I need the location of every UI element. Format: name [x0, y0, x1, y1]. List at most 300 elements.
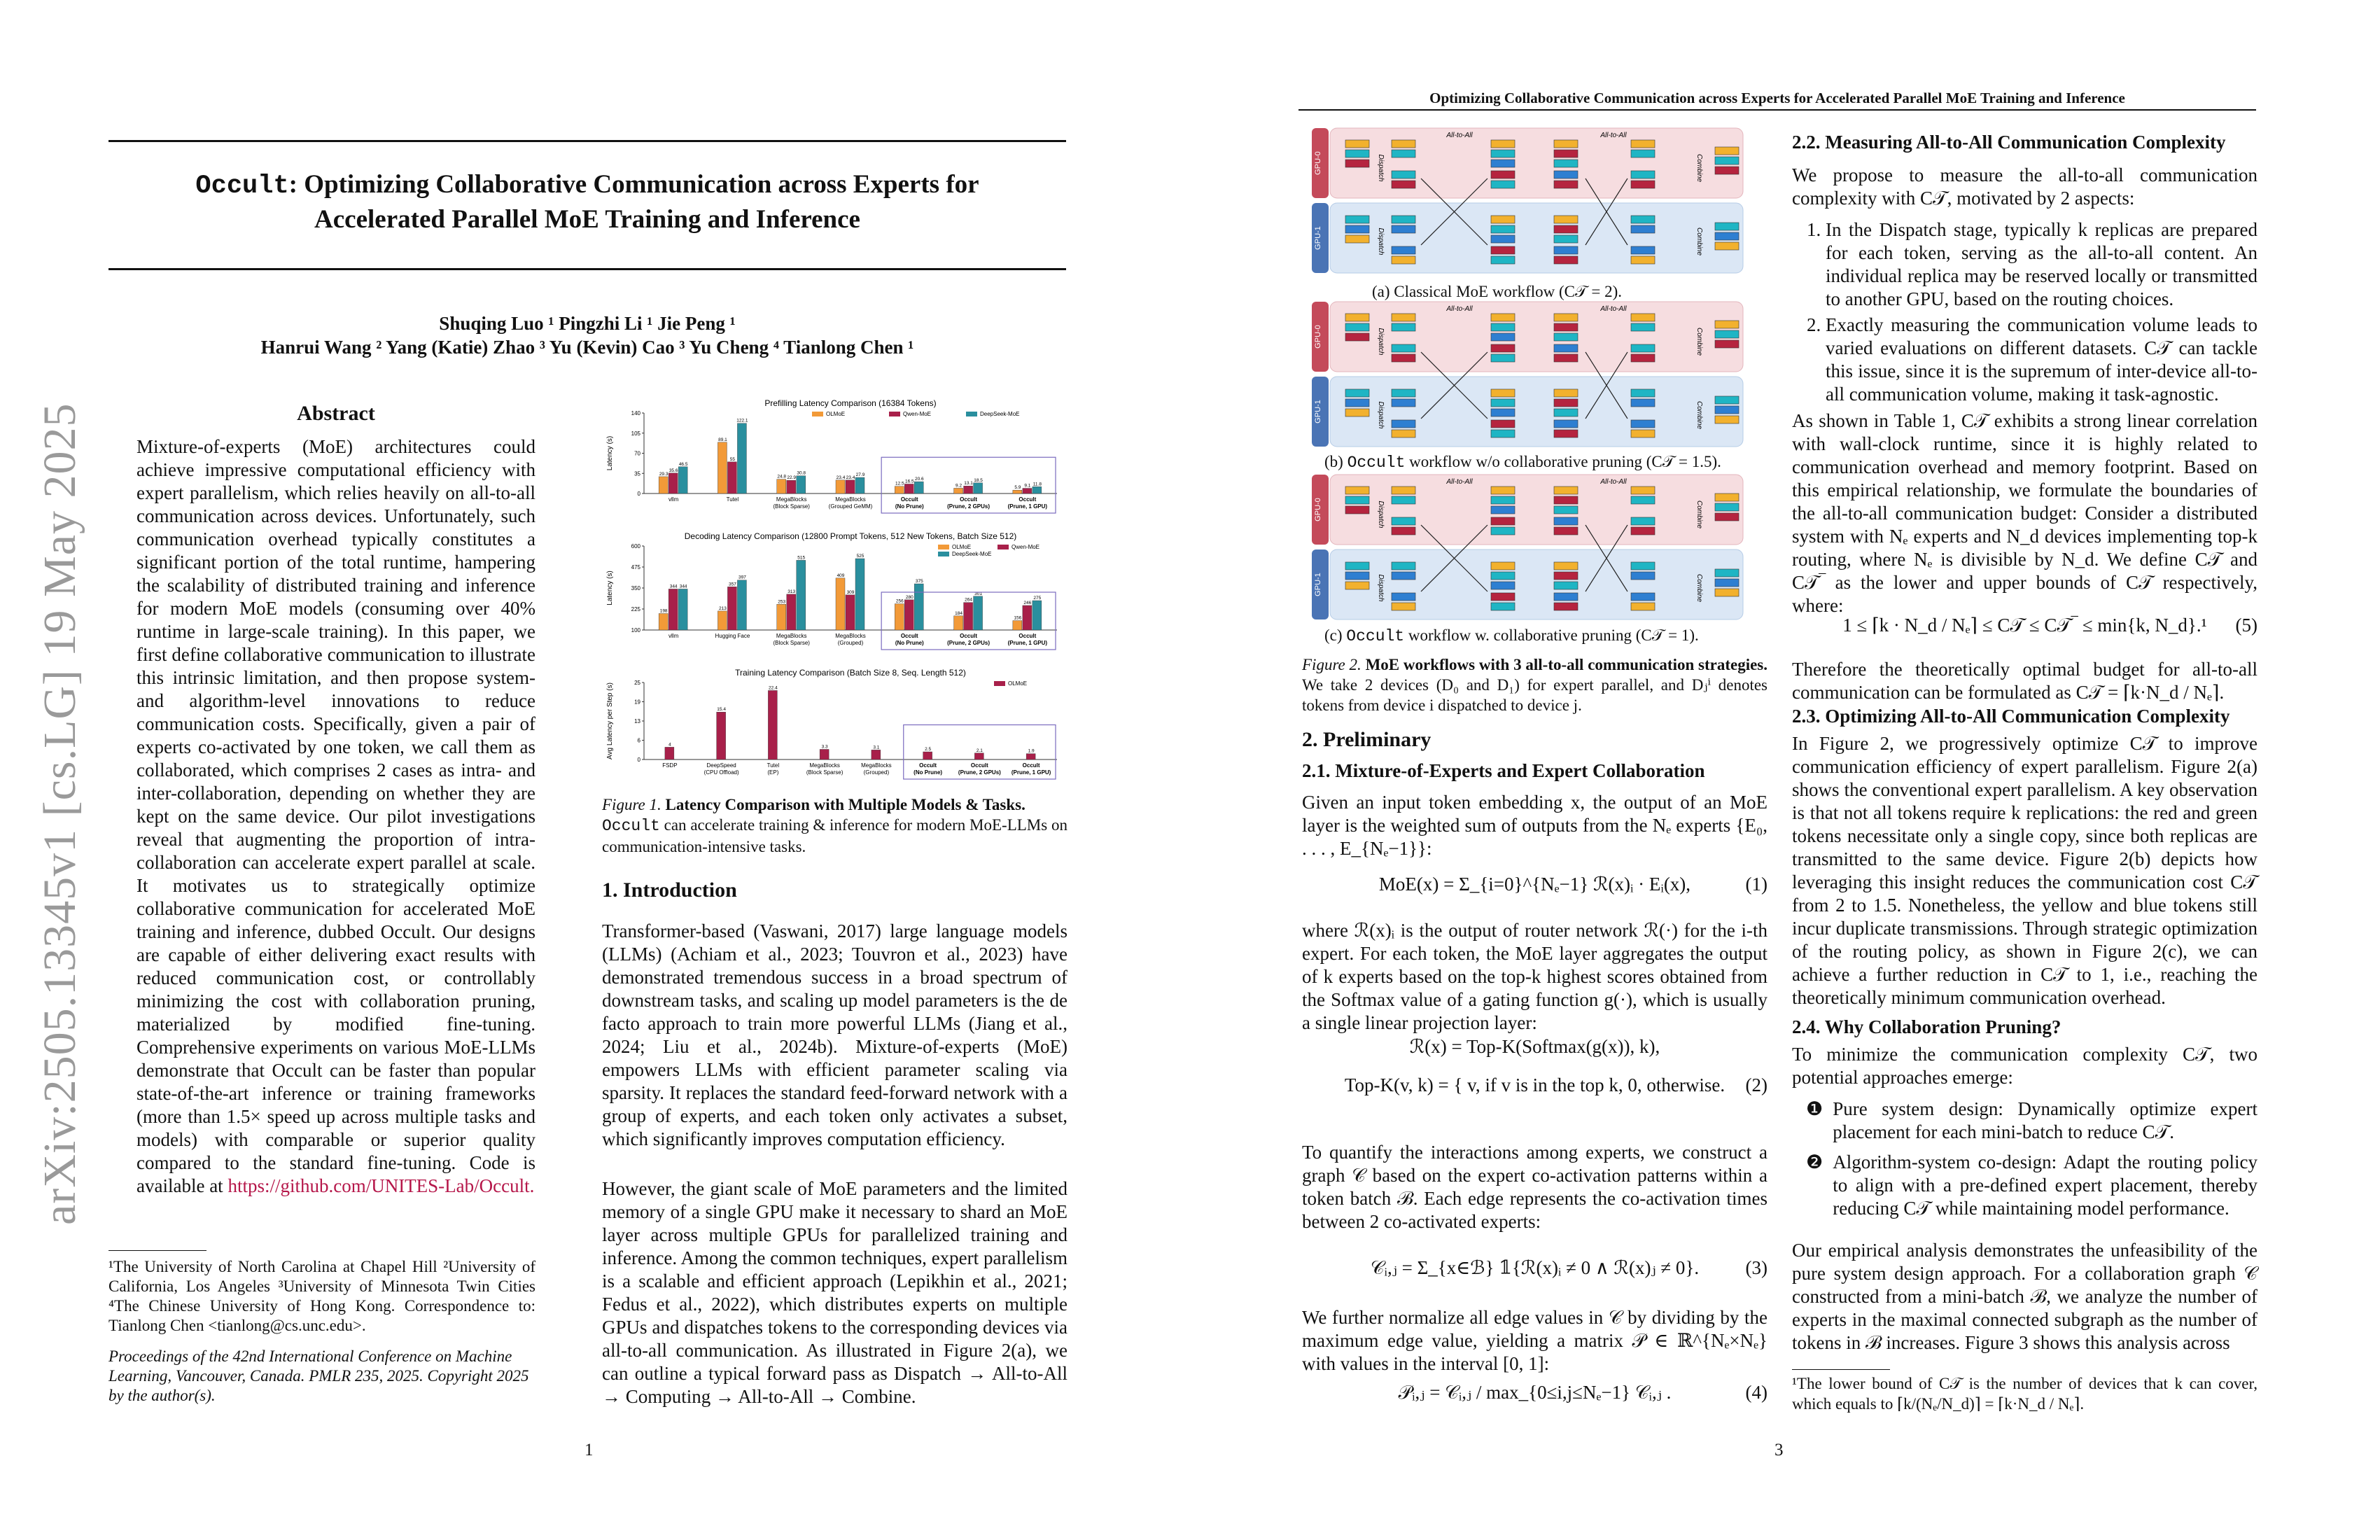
expert-token [1491, 517, 1515, 525]
bar [872, 750, 881, 760]
affiliations-footnote: ¹The University of North Carolina at Chapel Hill ²University of California, Los Angeles ³University of Minnesota Twin Cities ⁴The Chinese University of Hong Kong. Correspondence to: Tianlong Chen <tianlong@cs.unc.edu>. [108, 1258, 536, 1334]
combined-token [1715, 569, 1739, 577]
combined-token [1715, 579, 1739, 587]
returned-token [1631, 216, 1655, 223]
bar-value-label: 9.2 [955, 483, 962, 489]
category-sublabel: (Block Sparse) [773, 503, 810, 510]
expert-output [1554, 323, 1578, 331]
proceedings-note: Proceedings of the 42nd International Conference on Machine Learning, Vancouver, Canada. PMLR 235, 2025. Copyright 2025 by the author(s). [108, 1348, 529, 1404]
bar-value-label: 280 [905, 594, 913, 600]
returned-token [1631, 399, 1655, 407]
s24-list [1806, 1098, 2258, 1220]
equation-4 [1302, 1382, 1768, 1404]
eq4-number: (4) [1745, 1382, 1768, 1403]
y-tick-label: 35 [634, 470, 640, 477]
token-block [1345, 399, 1369, 407]
page3-footnote: ¹The lower bound of C𝒯 is the number of devices that k can cover, which equals to ⌈k/(Nₑ/N_d)⌉ = ⌈k·N_d / Nₑ⌉. [1792, 1375, 2258, 1413]
bar [923, 752, 932, 760]
dispatched-token [1392, 216, 1415, 223]
expert-output [1554, 344, 1578, 352]
bar [797, 476, 806, 493]
eq1-number: (1) [1745, 874, 1768, 895]
expert-token [1491, 603, 1515, 610]
token-block [1345, 225, 1369, 233]
code-link[interactable]: https://github.com/UNITES-Lab/Occult. [227, 1175, 535, 1196]
s24-text-2: Algorithm-system co-design: Adapt the routing policy to align with a pre-defined expert placement, thereby reducing C𝒯 while maintaining model performance. [1833, 1152, 2258, 1219]
category-sublabel: (Grouped GeMM) [828, 503, 873, 510]
combine-label: Combine [1695, 227, 1703, 256]
returned-token [1631, 527, 1655, 535]
y-tick-label: 225 [631, 606, 640, 612]
bar-value-label: 3.1 [873, 745, 880, 750]
category-label: MegaBlocks [776, 633, 807, 639]
category-label: Hugging Face [715, 633, 750, 639]
returned-token [1631, 256, 1655, 264]
bar [668, 589, 678, 630]
abstract-block [136, 402, 536, 1198]
bar [964, 603, 973, 630]
bar [974, 753, 983, 760]
returned-token [1631, 562, 1655, 570]
bar-value-label: 23.4 [846, 475, 855, 480]
combined-token [1715, 493, 1739, 501]
eq3-number: (3) [1745, 1257, 1768, 1278]
expert-token [1491, 354, 1515, 362]
y-tick-label: 6 [637, 737, 640, 744]
expert-token [1491, 150, 1515, 158]
combine-label: Combine [1695, 400, 1703, 430]
bar-value-label: 275 [1033, 596, 1042, 601]
token-block [1345, 506, 1369, 514]
category-label: Occult [900, 633, 918, 639]
bar-value-label: 5.9 [1014, 485, 1021, 491]
fig1-caption-mono: Occult [602, 817, 660, 835]
bar [797, 560, 806, 630]
bar-value-label: 198 [659, 608, 668, 614]
bar [836, 480, 845, 493]
bar [718, 442, 727, 493]
equation-2b [1302, 1074, 1768, 1096]
expert-token [1491, 225, 1515, 233]
bar-value-label: 1.9 [1028, 748, 1035, 754]
bar-value-label: 29.3 [659, 471, 668, 477]
bar [846, 595, 855, 630]
figure-1 [602, 398, 1068, 790]
eq4-body: 𝒫ᵢ,ⱼ = 𝒞ᵢ,ⱼ / max_{0≤i,j≤Nₑ−1} 𝒞ᵢ,ⱼ . [1398, 1382, 1672, 1403]
bar [777, 604, 786, 630]
category-sublabel: (Grouped) [837, 640, 864, 646]
bar-value-label: 409 [836, 573, 845, 578]
token-block [1345, 572, 1369, 580]
bar-value-label: 4 [668, 742, 671, 748]
equation-2a: ℛ(x) = Top-K(Softmax(g(x)), k), [1409, 1036, 1660, 1057]
expert-output [1554, 181, 1578, 188]
dispatched-token [1392, 181, 1415, 188]
y-tick-label: 600 [631, 543, 640, 550]
token-block [1345, 333, 1369, 341]
returned-token [1631, 354, 1655, 362]
s24-heading: 2.4. Why Collaboration Pruning? [1792, 1016, 2062, 1037]
bar-value-label: 253 [778, 599, 786, 605]
expert-output [1554, 150, 1578, 158]
dispatched-token [1392, 150, 1415, 158]
dispatch-label: Dispatch [1377, 227, 1385, 255]
category-label: MegaBlocks [835, 633, 866, 639]
y-tick-label: 0 [637, 757, 640, 763]
fig2c-caption [1324, 625, 1699, 647]
bar-value-label: 20.6 [914, 477, 924, 482]
expert-token [1491, 344, 1515, 352]
dispatched-token [1392, 527, 1415, 535]
eq3-body: 𝒞ᵢ,ⱼ = Σ_{x∈ℬ} 𝟙{ℛ(x)ᵢ ≠ 0 ∧ ℛ(x)ⱼ ≠ 0}. [1370, 1257, 1700, 1278]
fig2c-prefix: (c) [1324, 626, 1343, 644]
returned-token [1631, 140, 1655, 148]
chart-title: Training Latency Comparison (Batch Size 8, Seq. Length 512) [735, 668, 966, 678]
bar [855, 559, 864, 630]
bar [668, 473, 678, 493]
abstract-text [136, 435, 536, 1198]
expert-output [1554, 256, 1578, 264]
bar-value-label: 357 [728, 582, 736, 587]
combined-token [1715, 416, 1739, 424]
category-sublabel: (No Prune) [913, 769, 943, 776]
running-header-rule [1298, 109, 2256, 111]
running-header: Optimizing Collaborative Communication across Experts for Accelerated Parallel MoE Training and Inference [1429, 90, 2125, 106]
y-tick-label: 19 [634, 699, 640, 706]
category-label: Occult [960, 496, 978, 503]
dispatched-token [1392, 256, 1415, 264]
gpu1-label: GPU-1 [1314, 573, 1322, 596]
fig1-caption-label: Figure 1. [602, 796, 662, 813]
bar-value-label: 18.5 [974, 477, 983, 483]
dispatched-token [1392, 323, 1415, 331]
legend-label: DeepSeek-MoE [980, 411, 1020, 417]
fig2c-rest: workflow w. collaborative pruning (C𝒯 = 1). [1408, 626, 1699, 644]
expert-output [1554, 333, 1578, 341]
equation-3 [1302, 1257, 1768, 1280]
s21-paragraph-2: where ℛ(x)ᵢ is the output of router network ℛ(·) for the i-th expert. For each token, the MoE layer aggregates the output of k experts based on the top-k highest scores obtained from the Softmax value of a gating function g(·), which is usually a single linear projection layer: [1302, 920, 1768, 1033]
authors-line-2: Hanrui Wang ² Yang (Katie) Zhao ³ Yu (Kevin) Cao ³ Yu Cheng ⁴ Tianlong Chen ¹ [260, 337, 914, 358]
returned-token [1631, 323, 1655, 331]
y-tick-label: 475 [631, 564, 640, 570]
bar-value-label: 55 [729, 456, 736, 462]
bar [1013, 490, 1022, 493]
dispatched-token [1392, 140, 1415, 148]
expert-output [1554, 389, 1578, 397]
bar [914, 584, 923, 630]
legend-swatch [997, 545, 1009, 550]
y-tick-label: 13 [634, 718, 640, 724]
category-label: DeepSpeed [706, 762, 736, 769]
bar-value-label: 27.9 [855, 472, 865, 478]
y-axis-label: Avg Latency per Step (s) [606, 682, 614, 760]
equation-1 [1302, 874, 1768, 895]
legend-label: Qwen-MoE [903, 411, 932, 417]
bar [846, 480, 855, 493]
dispatched-token [1392, 496, 1415, 504]
combined-token [1715, 589, 1739, 596]
expert-output [1554, 399, 1578, 407]
fig1-caption-rest: can accelerate training & inference for modern MoE-LLMs on communication-intensive tasks. [602, 816, 1068, 855]
eq2-number: (2) [1745, 1074, 1768, 1096]
returned-token [1631, 430, 1655, 438]
expert-output [1554, 506, 1578, 514]
returned-token [1631, 314, 1655, 321]
bar [904, 484, 913, 493]
combined-token [1715, 167, 1739, 174]
expert-output [1554, 572, 1578, 580]
fig2b-prefix: (b) [1324, 453, 1343, 470]
bar [659, 477, 668, 493]
legend-swatch [938, 552, 949, 556]
dispatched-token [1392, 430, 1415, 438]
category-label: MegaBlocks [861, 762, 892, 769]
returned-token [1631, 171, 1655, 178]
expert-output [1554, 430, 1578, 438]
s22-heading: 2.2. Measuring All-to-All Communication Complexity [1792, 132, 2226, 153]
category-label: Occult [1018, 633, 1037, 639]
combine-label: Combine [1695, 573, 1703, 603]
equation-5 [1792, 615, 2258, 637]
expert-token [1491, 160, 1515, 167]
expert-output [1554, 603, 1578, 610]
bar [836, 578, 845, 630]
bar-value-label: 22.4 [769, 685, 778, 691]
s24-marker-2: ❷ [1806, 1152, 1823, 1172]
expert-token [1491, 140, 1515, 148]
bar [954, 488, 963, 493]
bar-value-label: 156 [1014, 615, 1022, 621]
combine-label: Combine [1695, 500, 1703, 529]
footnote-rule [108, 1250, 206, 1251]
token-block [1345, 216, 1369, 223]
all-to-all-label: All-to-All [1446, 305, 1473, 313]
bar-value-label: 11.8 [1032, 482, 1042, 487]
category-sublabel: (Grouped) [863, 769, 890, 776]
category-sublabel: (Prune, 1 GPU) [1007, 640, 1048, 646]
bar-value-label: 9.1 [1024, 483, 1031, 489]
category-label: Occult [919, 762, 937, 769]
page-number-1: 1 [584, 1441, 594, 1460]
token-block [1345, 582, 1369, 589]
token-block [1345, 562, 1369, 570]
token-block [1345, 496, 1369, 504]
bar [737, 580, 746, 630]
returned-token [1631, 225, 1655, 233]
expert-token [1491, 333, 1515, 341]
all-to-all-label: All-to-All [1600, 478, 1627, 486]
category-label: MegaBlocks [776, 496, 807, 503]
title-rule-bottom [108, 268, 1066, 270]
expert-token [1491, 314, 1515, 321]
expert-output [1554, 246, 1578, 254]
expert-token [1491, 430, 1515, 438]
s23-heading: 2.3. Optimizing All-to-All Communication Complexity [1792, 706, 2230, 727]
dispatch-label: Dispatch [1377, 328, 1385, 356]
returned-token [1631, 572, 1655, 580]
fig2-caption-label: Figure 2. [1302, 656, 1362, 673]
dispatched-token [1392, 420, 1415, 428]
s22-paragraph-2: As shown in Table 1, C𝒯 exhibits a strong linear correlation with wall-clock runtime, since it is highly related to communication overhead and memory footprint. Based on this empirical relationship, we formulate the boundaries of the all-to-all communication budget: Consider a distributed system with Nₑ experts and N_d devices implementing top-k routing, where Nₑ is divisible by N_d. We define C𝒯 and C𝒯‾ as the lower and upper bounds of C𝒯 respectively, where: [1792, 410, 2258, 616]
gpu1-label: GPU-1 [1314, 400, 1322, 424]
dispatch-label: Dispatch [1377, 500, 1385, 528]
bar-value-label: 515 [797, 555, 806, 561]
prelim-heading: 2. Preliminary [1302, 728, 1432, 751]
expert-output [1554, 314, 1578, 321]
bar [665, 747, 674, 760]
dispatched-token [1392, 486, 1415, 494]
expert-output [1554, 593, 1578, 601]
expert-output [1554, 354, 1578, 362]
all-to-all-label: All-to-All [1600, 132, 1627, 139]
expert-token [1491, 235, 1515, 243]
title-rule-top [108, 140, 1066, 142]
bar [895, 604, 904, 630]
combine-label: Combine [1695, 327, 1703, 356]
returned-token [1631, 517, 1655, 525]
expert-output [1554, 225, 1578, 233]
intro-paragraph-2: However, the giant scale of MoE parameters and the limited memory of a single GPU make it necessary to shard an MoE layer across multiple GPUs for parallelized training and inference. Among the common techniques, expert parallelism is a scalable and efficient approach (Lepikhin et al., 2021; Fedus et al., 2022), which distributes experts on multiple GPUs and dispatches tokens to the corresponding devices via all-to-all communication. As illustrated in Figure 2(a), we can outline a typical forward pass as Dispatch → All-to-All → Computing → All-to-All → Combine. [602, 1178, 1068, 1407]
bar-value-label: 22.9 [787, 475, 797, 481]
all-to-all-label: All-to-All [1446, 478, 1473, 486]
y-tick-label: 105 [631, 430, 640, 437]
bar-value-label: 213 [718, 606, 727, 611]
expert-token [1491, 486, 1515, 494]
bar [777, 479, 786, 493]
dispatched-token [1392, 171, 1415, 178]
legend-swatch [889, 412, 900, 416]
expert-token [1491, 506, 1515, 514]
bar [787, 594, 796, 630]
token-block [1345, 389, 1369, 397]
expert-output [1554, 420, 1578, 428]
dispatched-token [1392, 562, 1415, 570]
category-label: Occult [900, 496, 918, 503]
legend-swatch [994, 681, 1005, 686]
category-label: Occult [1018, 496, 1037, 503]
combined-token [1715, 157, 1739, 164]
bar-value-label: 397 [738, 575, 746, 580]
all-to-all-label: All-to-All [1446, 132, 1473, 139]
returned-token [1631, 181, 1655, 188]
bar [1032, 486, 1042, 493]
bar [678, 589, 687, 630]
paper-title [108, 168, 1066, 237]
fig1-caption-bold: Latency Comparison with Multiple Models & Tasks. [665, 796, 1026, 813]
bar-value-label: 122.1 [736, 418, 748, 424]
arxiv-stamp: arXiv:2505.13345v1 [cs.LG] 19 May 2025 [34, 402, 85, 1225]
expert-token [1491, 572, 1515, 580]
dispatch-label: Dispatch [1377, 574, 1385, 602]
fig2b-caption [1324, 451, 1721, 473]
category-sublabel: (Block Sparse) [773, 640, 810, 646]
s24-text-1: Pure system design: Dynamically optimize expert placement for each mini-batch to reduce C𝒯. [1833, 1098, 2258, 1142]
expert-token [1491, 562, 1515, 570]
dispatched-token [1392, 572, 1415, 580]
s24-list-item-1 [1806, 1098, 2258, 1144]
figure-2-caption [1302, 654, 1768, 715]
y-tick-label: 350 [631, 585, 640, 592]
y-axis-label: Latency (s) [606, 570, 614, 606]
bar [678, 467, 687, 493]
bar-value-label: 2.1 [976, 748, 983, 753]
category-sublabel: (No Prune) [895, 503, 924, 510]
figure-2-diagrams [1302, 126, 1757, 651]
s21-paragraph-1: Given an input token embedding x, the output of an MoE layer is the weighted sum of outputs from the Nₑ experts {E₀, . . . , E_{Nₑ−1}}: [1302, 792, 1768, 859]
combined-token [1715, 330, 1739, 338]
gpu1-label: GPU-1 [1314, 226, 1322, 250]
token-block [1345, 235, 1369, 243]
abstract-heading: Abstract [297, 402, 375, 425]
all-to-all-label: All-to-All [1600, 305, 1627, 313]
bar-value-label: 375 [915, 579, 923, 584]
bar [855, 477, 864, 493]
eq5-number: (5) [2235, 615, 2258, 636]
combined-token [1715, 232, 1739, 240]
combined-token [1715, 242, 1739, 250]
category-label: vllm [668, 633, 679, 639]
s21-heading: 2.1. Mixture-of-Experts and Expert Collaboration [1302, 760, 1705, 781]
combined-token [1715, 321, 1739, 328]
title-mono: Occult [195, 172, 289, 201]
category-sublabel: (EP) [767, 769, 779, 776]
legend-label: OLMoE [826, 411, 846, 417]
bar-value-label: 2.5 [925, 747, 932, 752]
expert-token [1491, 399, 1515, 407]
bar-value-label: 256 [895, 598, 904, 604]
intro-heading: 1. Introduction [602, 878, 737, 902]
bar-value-label: 264 [965, 597, 973, 603]
authors-line-1: Shuqing Luo ¹ Pingzhi Li ¹ Jie Peng ¹ [439, 313, 736, 334]
expert-token [1491, 582, 1515, 589]
chart-title: Decoding Latency Comparison (12800 Prompt Tokens, 512 New Tokens, Batch Size 512) [684, 531, 1017, 541]
token-block [1345, 160, 1369, 167]
combined-token [1715, 223, 1739, 230]
expert-token [1491, 181, 1515, 188]
y-tick-label: 140 [631, 410, 640, 416]
gpu0-label: GPU-0 [1314, 498, 1322, 522]
footnote-rule-2 [1792, 1369, 1890, 1370]
expert-token [1491, 593, 1515, 601]
legend-label: OLMoE [952, 544, 972, 550]
fig2c-mono: Occult [1346, 627, 1405, 645]
authors [108, 312, 1066, 359]
dispatched-token [1392, 344, 1415, 352]
bar [1026, 754, 1035, 760]
combined-token [1715, 147, 1739, 155]
gpu0-label: GPU-0 [1314, 325, 1322, 349]
bar [914, 482, 923, 493]
y-axis-label: Latency (s) [606, 435, 614, 471]
bar-value-label: 184 [955, 610, 963, 616]
figure-1-caption [602, 794, 1068, 857]
s23-paragraph-1: In Figure 2, we progressively optimize C𝒯 to improve communication efficiency of expert parallelism. Figure 2(a) shows the conventional expert parallelism. A key observation is that not all tokens require k replications: the red and green tokens necessitate only a single copy, since both replicas are transmitted to the same device. Figure 2(b) depicts how leveraging this insight reduces the communication cost C𝒯 from 2 to 1.5. Nonetheless, the yellow and blue tokens still incur duplicate transmissions. Through strategic optimization of the routing policy, as shown in Figure 2(c), we can achieve a further reduction in C𝒯 to 1, i.e., reaching the theoretically minimum communication overhead. [1792, 733, 2258, 1008]
fig2a-caption: (a) Classical MoE workflow (C𝒯 = 2). [1372, 283, 1622, 300]
dispatched-token [1392, 389, 1415, 397]
token-block [1345, 323, 1369, 331]
dispatched-token [1392, 314, 1415, 321]
bar [974, 596, 983, 630]
bar-value-label: 344 [669, 584, 678, 589]
category-label: FSDP [662, 762, 678, 769]
returned-token [1631, 593, 1655, 601]
bar-value-label: 3.3 [821, 744, 828, 750]
returned-token [1631, 344, 1655, 352]
bar-value-label: 525 [856, 554, 864, 559]
bar-value-label: 15.4 [717, 707, 726, 713]
expert-token [1491, 256, 1515, 264]
bar [904, 600, 913, 630]
